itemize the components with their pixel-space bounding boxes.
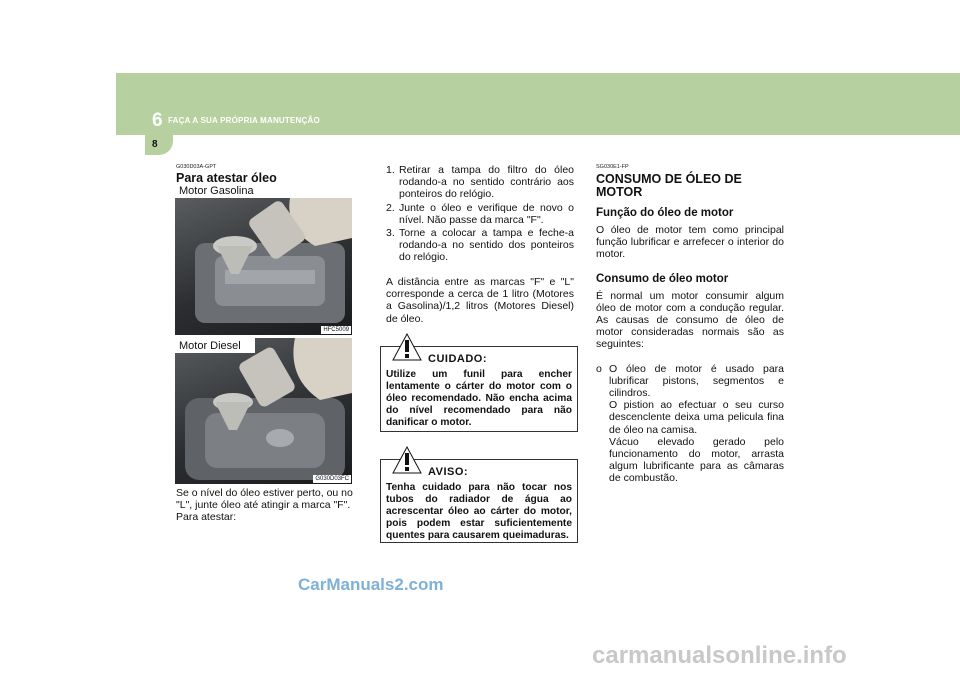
diesel-engine-label: Motor Diesel [175, 338, 255, 353]
bullet-line: Vácuo elevado gerado pelo funcionamento do motor, arrasta algum lubrificante para as câmaras de combustão. [609, 435, 784, 485]
diesel-engine-photo [175, 338, 352, 484]
step-number: 3. [386, 227, 395, 240]
refill-intro-text: Se o nível do óleo estiver perto, ou no "L", junte óleo até atingir a marca "F". Para atestar: [176, 487, 353, 524]
oil-consumption-section [596, 164, 784, 485]
watermark-left: CarManuals2.com [298, 575, 444, 594]
section-title: CONSUMO DE ÓLEO DE MOTOR [596, 172, 742, 199]
header-band [116, 73, 960, 135]
list-item [386, 164, 574, 201]
oil-mark-distance-text: A distância entre as marcas "F" e "L" corresponde a cerca de 1 litro (Motores a Gasolina)/1,2 litros (Motores Diesel) de óleo. [386, 276, 574, 325]
section-title: Para atestar óleo [176, 171, 277, 185]
page-tab [145, 135, 173, 155]
oil-consumption-text: É normal um motor consumir algum óleo de motor com a condução regular. As causas de consumo de óleo de motor consideradas normais são as seguintes: [596, 289, 784, 351]
warning-title: AVISO: [428, 466, 469, 478]
photo-tag: G030D03FC [315, 476, 349, 482]
bullet-line: O pistion ao efectuar o seu curso descenclente deixa uma pelicula fina de óleo na camisa. [609, 399, 784, 436]
warning-text: Tenha cuidado para não tocar nos tubos do radiador de água ao acrescentar óleo ao cárter do motor, pois podem estar suficientemente quentes para causarem queimaduras. [386, 482, 572, 541]
bullet-line: O óleo de motor é usado para lubrificar pistons, segmentos e cilindros. [609, 362, 784, 400]
warning-box [380, 459, 578, 543]
chapter-title: FAÇA A SUA PRÓPRIA MANUTENÇÃO [168, 116, 320, 125]
page-number: 8 [152, 139, 158, 150]
step-text: Junte o óleo e verifique de novo o nível. Não passe da marca "F". [399, 201, 574, 226]
step-number: 2. [386, 201, 395, 214]
engine-illustration-1 [175, 198, 352, 335]
section-code: G030D03A-GPT [176, 164, 217, 170]
caution-text: Utilize um funil para encher lentamente o cárter do motor com o óleo recomendado. Não encha acima do nível recomendado para não danificar o motor. [386, 369, 572, 428]
warning-triangle-icon [392, 446, 422, 474]
list-item [386, 227, 574, 264]
step-text: Torne a colocar a tampa e feche-a rodando-a no sentido dos ponteiros do relógio. [399, 227, 574, 264]
oil-function-text: O óleo de motor tem como principal função lubrificar e arrefecer o interior do motor. [596, 224, 784, 261]
list-item [596, 363, 784, 485]
photo-tag: HFC5009 [323, 327, 349, 333]
refill-steps [386, 164, 574, 265]
chapter-number: 6 [152, 110, 163, 131]
bullet-mark: o [596, 362, 602, 375]
gasoline-engine-photo [175, 198, 352, 335]
step-text: Retirar a tampa do filtro do óleo rodando-a no sentido contrário aos ponteiros do relógio. [399, 164, 574, 201]
step-number: 1. [386, 164, 395, 176]
watermark-right: carmanualsonline.info [592, 642, 847, 669]
gas-engine-label: Motor Gasolina [179, 185, 254, 197]
warning-triangle-icon [392, 333, 422, 361]
hand-icon [293, 338, 352, 400]
section-code: SG030E1-FP [596, 164, 629, 170]
caution-box [380, 346, 578, 432]
subheading-oil-consumption: Consumo de óleo motor [596, 272, 729, 285]
list-item [386, 202, 574, 226]
caution-title: CUIDADO: [428, 353, 487, 365]
engine-illustration-2 [175, 338, 352, 484]
subheading-oil-function: Função do óleo de motor [596, 207, 734, 219]
